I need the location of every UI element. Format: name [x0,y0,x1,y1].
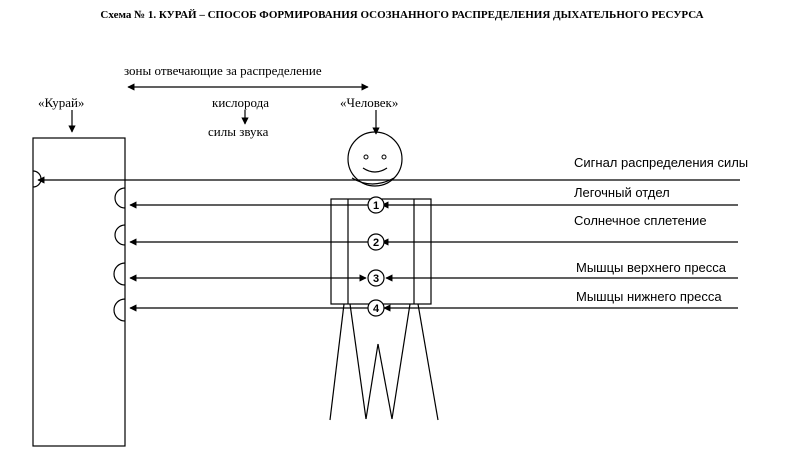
kurai-port-1 [115,188,125,208]
left-leg [350,304,366,419]
signal-label: Сигнал распределения силы [574,155,749,170]
kurai-port-3 [114,263,125,285]
human-eye-left [364,155,368,159]
human-torso [331,199,431,304]
level-1-label: Легочный отдел [574,185,670,200]
kurai-port-0 [33,171,41,187]
node-1-number: 1 [372,200,380,212]
kurai-port-4 [114,299,125,321]
diagram-title: Схема № 1. КУРАЙ – СПОСОБ ФОРМИРОВАНИЯ ОСОЗНАННОГО РАСПРЕДЕЛЕНИЯ ДЫХАТЕЛЬНОГО РЕСУРСА [100,9,704,21]
right-leg [392,304,410,419]
node-3-number: 3 [372,273,380,285]
human-label: «Человек» [340,95,399,110]
human-mouth [363,168,387,172]
level-2-label: Солнечное сплетение [574,213,707,228]
node-4-number: 4 [372,303,380,315]
kurai-label: «Курай» [38,95,85,110]
level-3-label: Мышцы верхнего пресса [576,260,727,275]
kurai-port-2 [115,225,125,245]
sound-label: силы звука [208,124,269,139]
human-eye-right [382,155,386,159]
zones-label: зоны отвечающие за распределение [124,63,322,78]
level-4-label: Мышцы нижнего пресса [576,289,722,304]
node-2-number: 2 [372,237,380,249]
oxygen-label: кислорода [212,95,270,110]
kurai-instrument [33,138,125,446]
